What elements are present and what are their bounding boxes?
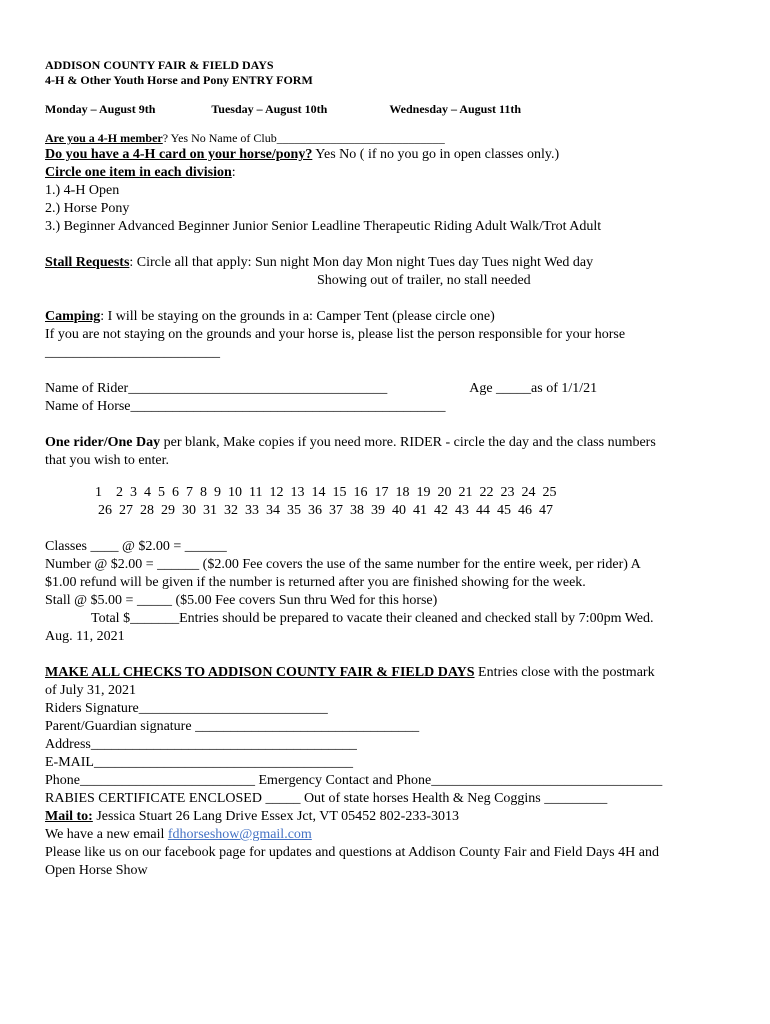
class-numbers-row-2[interactable]: 26 27 28 29 30 31 32 33 34 35 36 37 38 39 40 41 42 43 44 45 46 47: [98, 503, 553, 518]
rabies-coggins-field[interactable]: RABIES CERTIFICATE ENCLOSED _____ Out of state horses Health & Neg Coggins _________: [45, 791, 608, 806]
email-link[interactable]: fdhorseshow@gmail.com: [167, 827, 312, 842]
camping-responsible-field[interactable]: _________________________: [45, 345, 220, 360]
division-heading-line: Circle one item in each division:: [45, 165, 236, 180]
stall-requests-options[interactable]: : Circle all that apply: Sun night Mon day Mon night Tues day Tues night Wed day: [129, 255, 594, 270]
rider-signature-field[interactable]: Riders Signature___________________________: [45, 701, 328, 716]
rider-name-field[interactable]: Name of Rider_____________________________________: [45, 381, 388, 396]
one-rider-bold: One rider/One Day: [45, 435, 161, 450]
number-fee-field[interactable]: Number @ $2.00 = ______ ($2.00 Fee covers the use of the same number for the entire week, per rider) A: [45, 557, 641, 572]
one-rider-line: [45, 434, 725, 452]
checks-line: [45, 664, 725, 682]
member-line: [45, 131, 725, 146]
new-email-line: We have a new email fdhorseshow@gmail.com: [45, 827, 312, 842]
parent-signature-field[interactable]: Parent/Guardian signature ________________________________: [45, 719, 420, 734]
horse-name-field[interactable]: Name of Horse_____________________________________________: [45, 399, 446, 414]
member-question: Are you a 4-H member: [45, 131, 163, 145]
show-days: [45, 102, 725, 117]
division-option-2[interactable]: 2.) Horse Pony: [45, 201, 130, 216]
mail-to-label: Mail to:: [45, 809, 93, 824]
checks-line-2: of July 31, 2021: [45, 683, 136, 698]
stall-trailer-option[interactable]: Showing out of trailer, no stall needed: [317, 273, 531, 288]
division-heading: Circle one item in each division: [45, 165, 232, 180]
division-option-3[interactable]: 3.) Beginner Advanced Beginner Junior Senior Leadline Therapeutic Riding Adult Walk/Trot Adult: [45, 219, 602, 234]
stall-requests-heading: Stall Requests: [45, 255, 130, 270]
facebook-line-1: Please like us on our facebook page for updates and questions at Addison County Fair and Field Days 4H and: [45, 845, 659, 860]
checks-heading: MAKE ALL CHECKS TO ADDISON COUNTY FAIR & FIELD DAYS: [45, 665, 475, 680]
class-numbers-row-1[interactable]: 1 2 3 4 5 6 7 8 9 10 11 12 13 14 15 16 17 18 19 20 21 22 23 24 25: [95, 485, 557, 500]
camping-options[interactable]: : I will be staying on the grounds in a: Camper Tent (please circle one): [100, 309, 495, 324]
mail-to-line: [45, 808, 725, 826]
vacate-date: Aug. 11, 2021: [45, 629, 125, 644]
card-line: [45, 146, 725, 164]
rider-line: [45, 380, 725, 398]
one-rider-text: per blank, Make copies if you need more. RIDER - circle the day and the class numbers: [160, 435, 656, 450]
stall-fee-field[interactable]: Stall @ $5.00 = _____ ($5.00 Fee covers Sun thru Wed for this horse): [45, 593, 438, 608]
day-monday: Monday – August 9th: [45, 102, 156, 116]
stall-requests-line: [45, 254, 725, 272]
form-subtitle: 4-H & Other Youth Horse and Pony ENTRY FORM: [45, 73, 313, 87]
member-answer[interactable]: ? Yes No Name of Club____________________________: [162, 131, 445, 145]
rider-age-field[interactable]: Age _____as of 1/1/21: [469, 381, 598, 396]
camping-heading: Camping: [45, 309, 101, 324]
form-title: ADDISON COUNTY FAIR & FIELD DAYS: [45, 58, 274, 72]
camping-responsible-text: If you are not staying on the grounds and your horse is, please list the person responsible for your horse: [45, 327, 626, 342]
classes-fee-field[interactable]: Classes ____ @ $2.00 = ______: [45, 539, 227, 554]
camping-line: [45, 308, 725, 326]
phone-field[interactable]: Phone_________________________ Emergency Contact and Phone_________________________________: [45, 773, 663, 788]
day-wednesday: Wednesday – August 11th: [389, 102, 522, 116]
division-option-1[interactable]: 1.) 4-H Open: [45, 183, 120, 198]
day-tuesday: Tuesday – August 10th: [211, 102, 328, 116]
one-rider-line-2: that you wish to enter.: [45, 453, 170, 468]
entry-form: [45, 58, 725, 880]
card-question: Do you have a 4-H card on your horse/pony?: [45, 147, 313, 162]
total-fee-field[interactable]: Total $_______Entries should be prepared to vacate their cleaned and checked stall by 7:00pm Wed.: [91, 611, 654, 626]
email-field[interactable]: E-MAIL_____________________________________: [45, 755, 353, 770]
checks-text: Entries close with the postmark: [474, 665, 655, 680]
card-answer[interactable]: Yes No ( if no you go in open classes only.): [312, 147, 560, 162]
mail-to-address: Jessica Stuart 26 Lang Drive Essex Jct, VT 05452 802-233-3013: [92, 809, 459, 824]
number-fee-refund: $1.00 refund will be given if the number is returned after you are finished showing for the week.: [45, 575, 586, 590]
address-field[interactable]: Address______________________________________: [45, 737, 357, 752]
facebook-line-2: Open Horse Show: [45, 863, 148, 878]
